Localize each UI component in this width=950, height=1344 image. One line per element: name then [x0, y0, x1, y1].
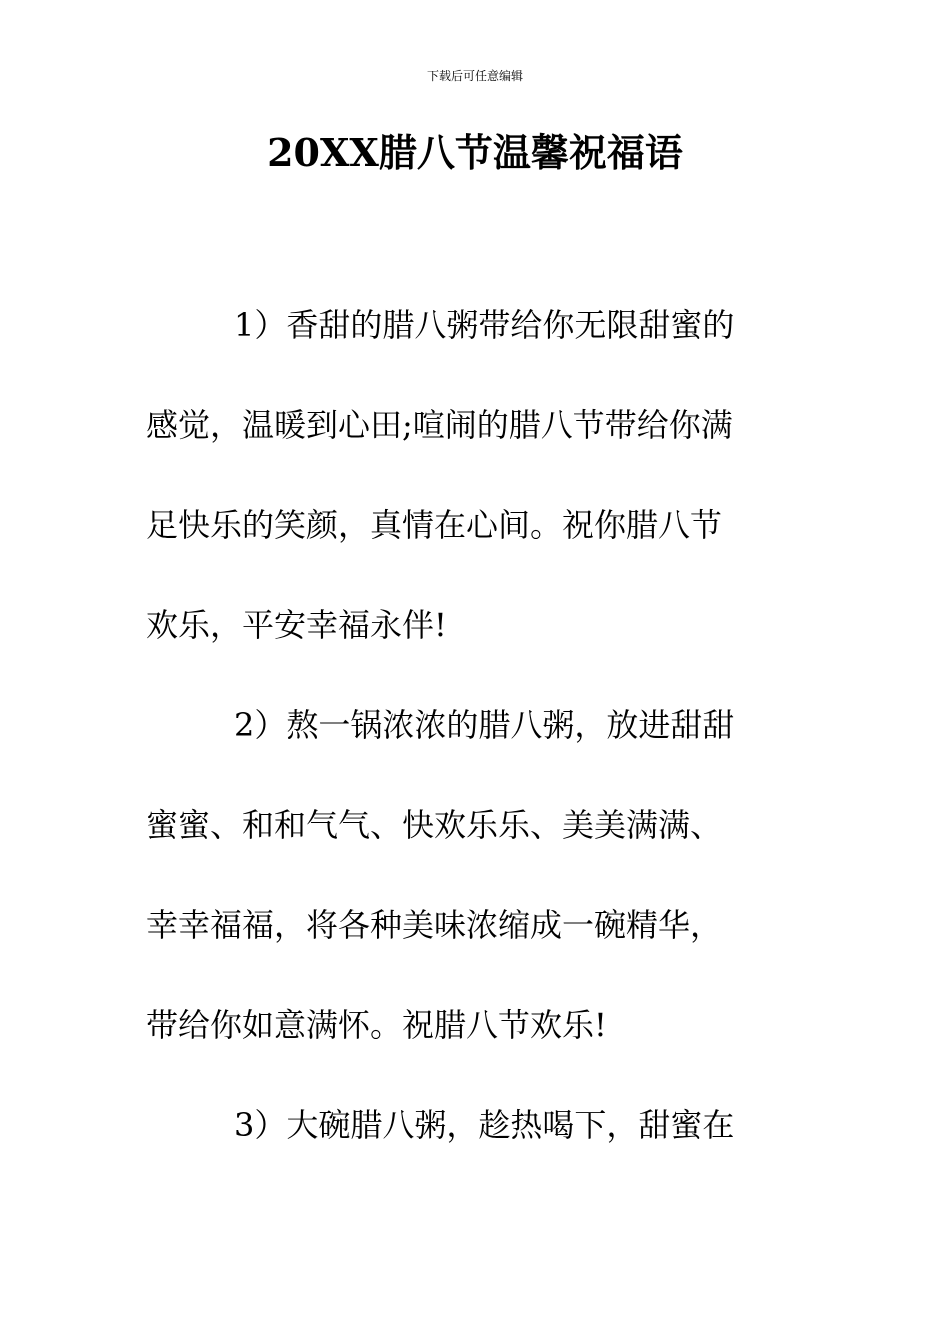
text-line: 欢乐，平安幸福永伴! [146, 606, 447, 644]
page-title: 20XX腊八节温馨祝福语 [267, 130, 683, 175]
text-line: 足快乐的笑颜，真情在心间。祝你腊八节 [146, 506, 723, 544]
text-line: 感觉，温暖到心田;喧闹的腊八节带给你满 [146, 406, 733, 444]
text-line: 2）熬一锅浓浓的腊八粥，放进甜甜 [234, 706, 735, 744]
text-line: 幸幸福福，将各种美味浓缩成一碗精华， [146, 906, 723, 944]
text-line: 3）大碗腊八粥，趁热喝下，甜蜜在 [234, 1106, 735, 1144]
document-body [146, 300, 806, 1200]
text-line: 蜜蜜、和和气气、快欢乐乐、美美满满、 [146, 806, 723, 844]
paragraph-2 [146, 700, 806, 1050]
paragraph-3 [146, 1100, 806, 1150]
header-note: 下载后可任意编辑 [426, 69, 523, 83]
text-line: 1）香甜的腊八粥带给你无限甜蜜的 [234, 306, 735, 344]
text-line: 带给你如意满怀。祝腊八节欢乐! [146, 1006, 607, 1044]
paragraph-1 [146, 300, 806, 650]
